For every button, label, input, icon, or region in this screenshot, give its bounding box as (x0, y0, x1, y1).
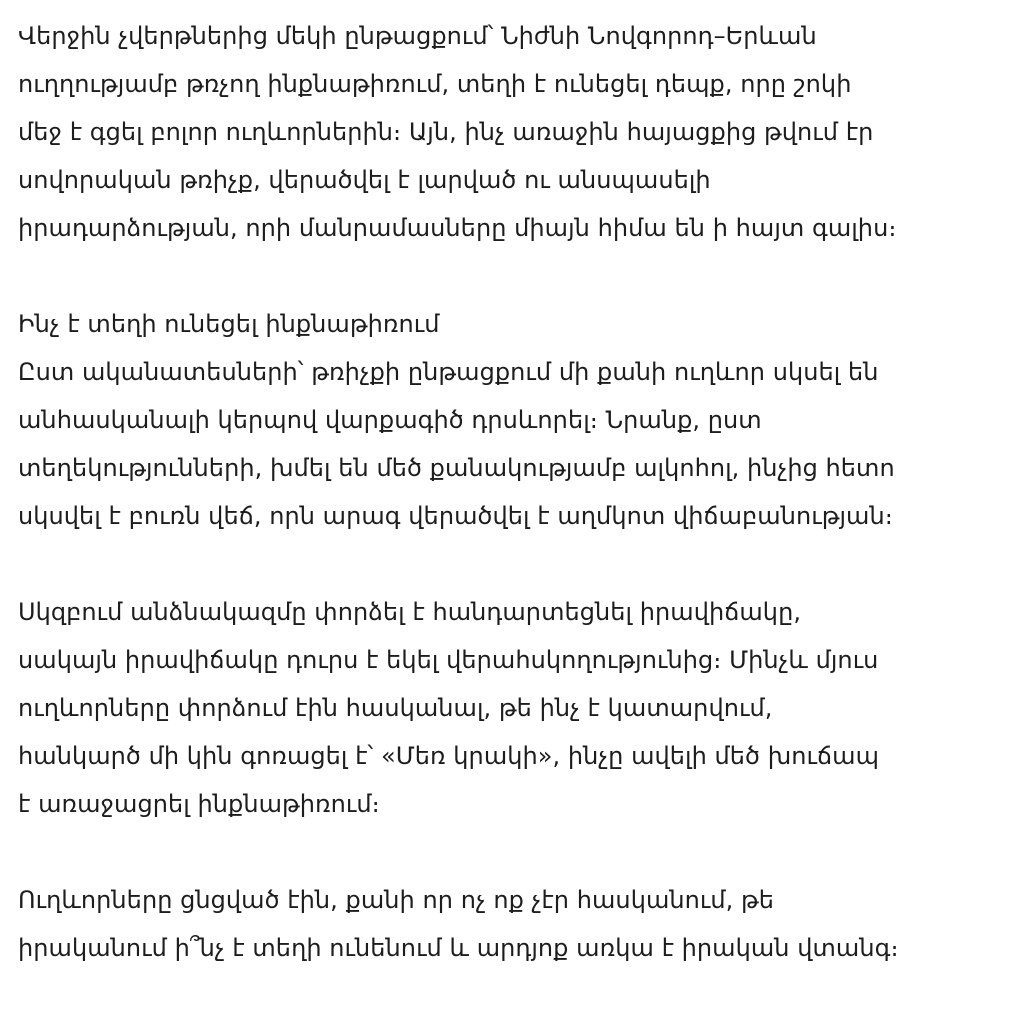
text-line: ուղղությամբ թռչող ինքնաթիռում, տեղի է ունեցել դեպք, որը շոկի (18, 70, 852, 98)
heading-text: Ինչ է տեղի ունեցել ինքնաթիռում (18, 310, 440, 338)
text-line: Վերջին չվերթներից մեկի ընթացքում՝ Նիժնի Նովգորոդ–Երևան (18, 22, 817, 50)
text-line: անհասկանալի կերպով վարքագիծ դրսևորել։ Նրանք, ըստ (18, 406, 762, 434)
text-line: Ուղևորները ցնցված էին, քանի որ ոչ ոք չէր հասկանում, թե (18, 886, 775, 914)
paragraph-gap (18, 252, 992, 300)
text-line: սովորական թռիչք, վերածվել է լարված ու անսպասելի (18, 166, 711, 194)
paragraph-intro (18, 12, 992, 252)
section-heading (18, 300, 992, 348)
paragraph-gap (18, 828, 992, 876)
text-line: մեջ է գցել բոլոր ուղևորներին։ Այն, ինչ առաջին հայացքից թվում էր (18, 118, 874, 146)
text-line: Ըստ ականատեսների՝ թռիչքի ընթացքում մի քանի ուղևոր սկսել են (18, 358, 879, 386)
paragraph-gap (18, 540, 992, 588)
text-line: տեղեկությունների, խմել են մեծ քանակությամբ ալկոհոլ, ինչից հետո (18, 454, 895, 482)
paragraph-crew (18, 588, 992, 828)
text-line: սկսվել է բուռն վեճ, որն արագ վերածվել է աղմկոտ վիճաբանության։ (18, 502, 893, 530)
paragraph-witnesses (18, 348, 992, 540)
text-line: իրականում ի՞նչ է տեղի ունենում և արդյոք առկա է իրական վտանգ։ (18, 934, 899, 962)
text-line: ուղևորները փորձում էին հասկանալ, թե ինչ է կատարվում, (18, 694, 773, 722)
text-line: իրադարձության, որի մանրամասները միայն հիմա են ի հայտ գալիս։ (18, 214, 897, 242)
text-line: Սկզբում անձնակազմը փորձել է հանդարտեցնել իրավիճակը, (18, 598, 802, 626)
text-line: սակայն իրավիճակը դուրս է եկել վերահսկողությունից։ Մինչև մյուս (18, 646, 879, 674)
text-line: հանկարծ մի կին գոռացել է՝ «Մեռ կրակի», ինչը ավելի մեծ խուճապ (18, 742, 880, 770)
paragraph-passengers (18, 876, 992, 972)
text-line: է առաջացրել ինքնաթիռում։ (18, 790, 380, 818)
